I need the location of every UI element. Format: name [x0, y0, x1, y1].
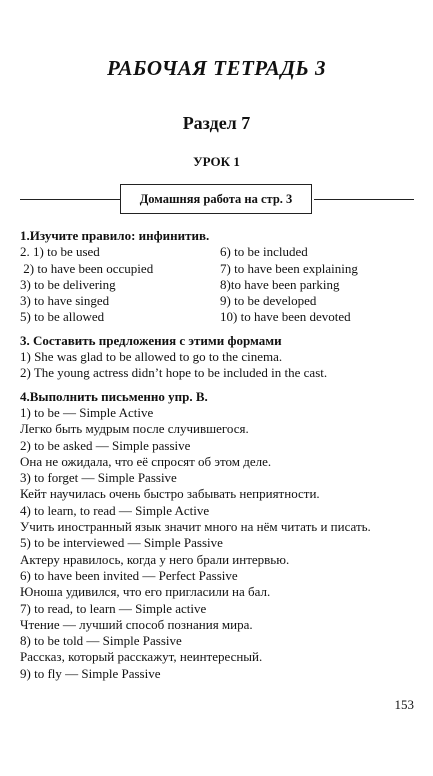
exercise-line: 9) to fly — Simple Passive [20, 665, 161, 681]
answer-right: 7) to have been explaining [220, 260, 358, 276]
right-rule-divider [314, 199, 414, 200]
spacer [20, 382, 420, 389]
exercise-line: 4) to learn, to read — Simple Active [20, 502, 210, 518]
page-content [20, 228, 420, 682]
exercise-line: 7) to read, to learn — Simple active [20, 600, 207, 616]
answer-row [20, 244, 420, 260]
spacer [20, 326, 420, 333]
exercise-line: 8) to be told — Simple Passive [20, 633, 182, 649]
task3-heading: 3. Составить предложения с этими формами [20, 332, 282, 348]
book-title: РАБОЧАЯ ТЕТРАДЬ 3 [107, 56, 326, 80]
lesson-title: УРОК 1 [193, 154, 240, 169]
exercise-line: 3) to forget — Simple Passive [20, 470, 177, 486]
task4-heading: 4.Выполнить письменно упр. В. [20, 388, 208, 404]
left-rule-divider [20, 199, 120, 200]
exercise-line: Юноша удивился, что его пригласили на бал. [20, 584, 271, 600]
exercise-line: Рассказ, который расскажут, неинтересный. [20, 649, 263, 665]
answer-row [20, 293, 420, 309]
answer-right: 10) to have been devoted [220, 309, 351, 325]
answer-right: 6) to be included [220, 244, 308, 260]
page-number: 153 [394, 697, 414, 712]
answer-row [20, 261, 420, 277]
exercise-line: 5) to be interviewed — Simple Passive [20, 535, 223, 551]
task1-heading: 1.Изучите правило: инфинитив. [20, 228, 210, 243]
task1-answer-list [20, 244, 420, 325]
exercise-line: Учить иностранный язык значит много на нём читать и писать. [20, 519, 371, 535]
answer-left: 3) to be delivering [20, 276, 116, 292]
homework-label-box: Домашняя работа на стр. 3 [120, 184, 312, 214]
sentence-line: 1) She was glad to be allowed to go to the cinema. [20, 349, 283, 365]
exercise-line: 6) to have been invited — Perfect Passive [20, 567, 238, 583]
answer-right: 9) to be developed [220, 293, 317, 309]
exercise-line: Актеру нравилось, когда у него брали интервью. [20, 551, 290, 567]
answer-left: 3) to have singed [20, 293, 110, 309]
answer-left: 5) to be allowed [20, 309, 105, 325]
exercise-line: 1) to be — Simple Active [20, 404, 154, 420]
exercise-line: Она не ожидала, что её спросят об этом деле. [20, 453, 272, 469]
section-title: Раздел 7 [182, 113, 251, 133]
exercise-line: Кейт научилась очень быстро забывать неприятности. [20, 486, 320, 502]
answer-row [20, 309, 420, 325]
exercise-line: Чтение — лучший способ познания мира. [20, 616, 253, 632]
exercise-line: 2) to be asked — Simple passive [20, 437, 191, 453]
exercise-line: Легко быть мудрым после случившегося. [20, 421, 249, 437]
answer-left: 2) to have been occupied [20, 260, 154, 276]
sentence-line: 2) The young actress didn’t hope to be included in the cast. [20, 365, 328, 381]
answer-row [20, 277, 420, 293]
answer-right: 8)to have been parking [220, 276, 340, 292]
answer-left: 2. 1) to be used [20, 244, 100, 260]
